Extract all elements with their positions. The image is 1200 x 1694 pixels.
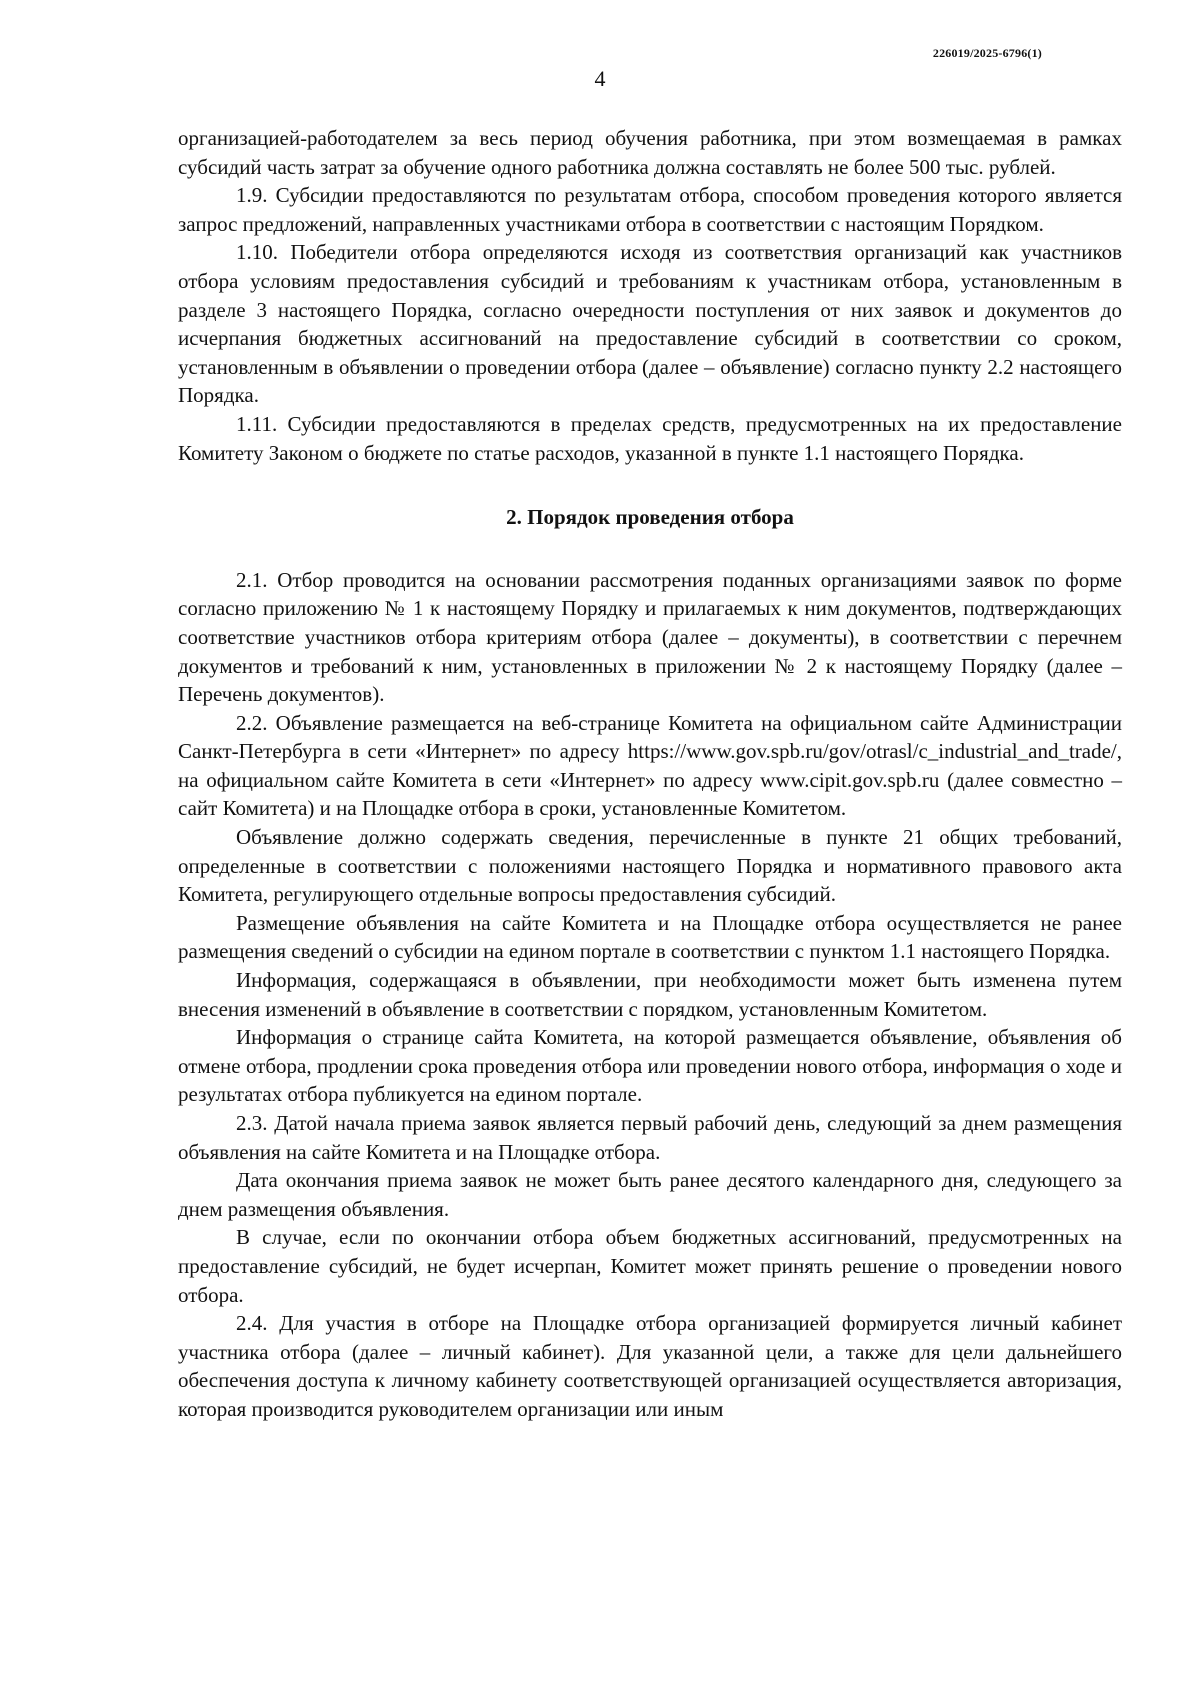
section-2-title: 2. Порядок проведения отбора [506,505,794,530]
paragraph-2-2: 2.2. Объявление размещается на веб-странице Комитета на официальном сайте Администрации Санкт-Петербурга в сети «Интернет» по адресу https://www.gov.spb.ru/gov/otrasl/c_industrial_and_trade/, на официальном сайте Комитета в сети «Интернет» по адресу www.cipit.gov.spb.ru (далее совместно – сайт Комитета) и на Площадке отбора в сроки, установленные Комитетом. [178,710,1122,821]
paragraph-2-3-end-date: Дата окончания приема заявок не может быть ранее десятого календарного дня, следующего за днем размещения объявления. [178,1168,1122,1221]
document-registration-number: 226019/2025-6796(1) [932,46,1042,60]
paragraph-1-10: 1.10. Победители отбора определяются исходя из соответствия организаций как участников отбора условиям предоставления субсидий и требованиям к участникам отбора, установленным в разделе 3 настоящего Порядка, согласно очередности поступления от них заявок и документов до исчерпания бюджетных ассигнований на предоставление субсидий в соответствии со сроком, установленным в объявлении о проведении отбора (далее – объявление) согласно пункту 2.2 настоящего Порядка. [178,240,1122,408]
paragraph-2-2-publication: Информация о странице сайта Комитета, на которой размещается объявление, объявления об отмене отбора, продлении срока проведения отбора или проведении нового отбора, информация о ходе и результатах отбора публикуется на едином портале. [178,1025,1122,1107]
page-number: 4 [594,66,606,91]
paragraph-2-3-new-selection: В случае, если по окончании отбора объем бюджетных ассигнований, предусмотренных на предоставление субсидий, не будет исчерпан, Комитет может принять решение о проведении нового отбора. [178,1225,1122,1307]
paragraph-2-2-announcement-content: Объявление должно содержать сведения, перечисленные в пункте 21 общих требований, определенные в соответствии с положениями настоящего Порядка и нормативного правового акта Комитета, регулирующего отдельные вопросы предоставления субсидий. [178,825,1122,907]
paragraph-2-4: 2.4. Для участия в отборе на Площадке отбора организацией формируется личный кабинет участника отбора (далее – личный кабинет). Для указанной цели, а также для цели дальнейшего обеспечения доступа к личному кабинету соответствующей организацией осуществляется авторизация, которая производится руководителем организации или иным [178,1311,1122,1421]
paragraph-1-8-continuation: организацией-работодателем за весь период обучения работника, при этом возмещаемая в рамках субсидий часть затрат за обучение одного работника должна составлять не более 500 тыс. рублей. [178,126,1122,179]
paragraph-2-2-changes: Информация, содержащаяся в объявлении, при необходимости может быть изменена путем внесения изменений в объявление в соответствии с порядком, установленным Комитетом. [178,968,1122,1021]
document-body [178,124,1122,1424]
paragraph-1-11: 1.11. Субсидии предоставляются в пределах средств, предусмотренных на их предоставление Комитету Законом о бюджете по статье расходов, указанной в пункте 1.1 настоящего Порядка. [178,411,1122,465]
paragraph-2-3: 2.3. Датой начала приема заявок является первый рабочий день, следующий за днем размещения объявления на сайте Комитета и на Площадке отбора. [178,1111,1122,1164]
paragraph-1-9: 1.9. Субсидии предоставляются по результатам отбора, способом проведения которого является запрос предложений, направленных участниками отбора в соответствии с настоящим Порядком. [178,183,1122,236]
paragraph-2-1: 2.1. Отбор проводится на основании рассмотрения поданных организациями заявок по форме согласно приложению № 1 к настоящему Порядку и прилагаемых к ним документов, подтверждающих соответствие участников отбора критериям отбора (далее – документы), в соответствии с перечнем документов и требований к ним, установленных в приложении № 2 к настоящему Порядку (далее – Перечень документов). [178,567,1122,707]
paragraph-2-2-placement: Размещение объявления на сайте Комитета и на Площадке отбора осуществляется не ранее размещения сведений о субсидии на едином портале в соответствии с пунктом 1.1 настоящего Порядка. [178,910,1122,964]
